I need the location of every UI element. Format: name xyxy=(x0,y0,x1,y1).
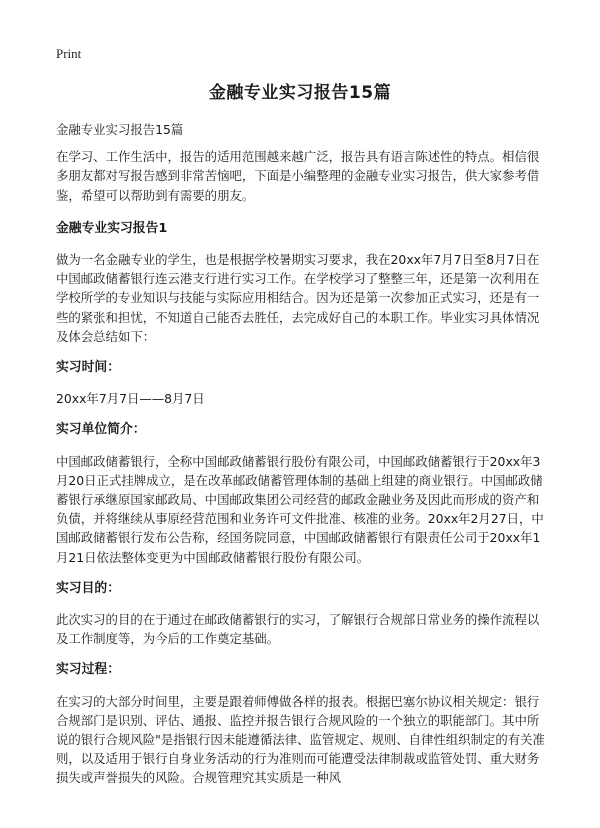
intro-paragraph: 在学习、工作生活中，报告的适用范围越来越广泛，报告具有语言陈述性的特点。相信很多朋友都对写报告感到非常苦恼吧，下面是小编整理的金融专业实习报告，供大家参考借鉴，希望可以帮助到有需要的朋友。 xyxy=(56,149,540,203)
time-heading: 实习时间： xyxy=(56,360,120,376)
unit-paragraph: 中国邮政储蓄银行，全称中国邮政储蓄银行股份有限公司，中国邮政储蓄银行于20xx年3月20日正式挂牌成立，是在改革邮政储蓄管理体制的基础上组建的商业银行。中国邮政储蓄银行承继原国家邮政局、中国邮政集团公司经营的邮政金融业务及因此而形成的资产和负债，并将继续从事原经营范围和业务许可文件批准、核准的业务。20xx年2月27日，中国邮政储蓄银行发布公告称，经国务院同意，中国邮政储蓄银行有限责任公司于20xx年1月21日依法整体变更为中国邮政储蓄银行股份有限公司。 xyxy=(56,453,544,565)
process-heading: 实习过程： xyxy=(56,662,120,678)
document-body xyxy=(56,120,546,800)
purpose-heading: 实习目的： xyxy=(56,580,120,596)
time-paragraph: 20xx年7月7日——8月7日 xyxy=(56,391,205,407)
report-heading: 金融专业实习报告1 xyxy=(56,220,168,236)
report-intro-paragraph: 做为一名金融专业的学生，也是根据学校暑期实习要求，我在20xx年7月7日至8月7日在中国邮政储蓄银行连云港支行进行实习工作。在学校学习了整整三年，还是第一次利用在学校所学的专业知识与技能与实际应用相结合。因为还是第一次参加正式实习，还是有一些的紧张和担忧，不知道自己能否去胜任，去完成好自己的本职工作。毕业实习具体情况及体会总结如下： xyxy=(56,252,540,344)
purpose-paragraph: 此次实习的目的在于通过在邮政储蓄银行的实习，了解银行合规部日常业务的操作流程以及工作制度等，为今后的工作奠定基础。 xyxy=(56,612,540,647)
process-paragraph: 在实习的大部分时间里，主要是跟着师傅做各样的报表。根据巴塞尔协议相关规定：银行合规部门是识别、评估、通报、监控并报告银行合规风险的一个独立的职能部门。其中所说的银行合规风险"是指银行因未能遵循法律、监管规定、规则、自律性组织制定的有关准则，以及适用于银行自身业务活动的行为准则而可能遭受法律制裁或监管处罚、重大财务损失或声誉损失的风险。合规管理究其实质是一种风 xyxy=(56,693,545,786)
page-title: 金融专业实习报告15篇 xyxy=(208,83,392,103)
print-link[interactable]: Print xyxy=(56,46,82,61)
unit-heading: 实习单位简介： xyxy=(56,422,146,438)
document-subtitle: 金融专业实习报告15篇 xyxy=(56,122,184,137)
